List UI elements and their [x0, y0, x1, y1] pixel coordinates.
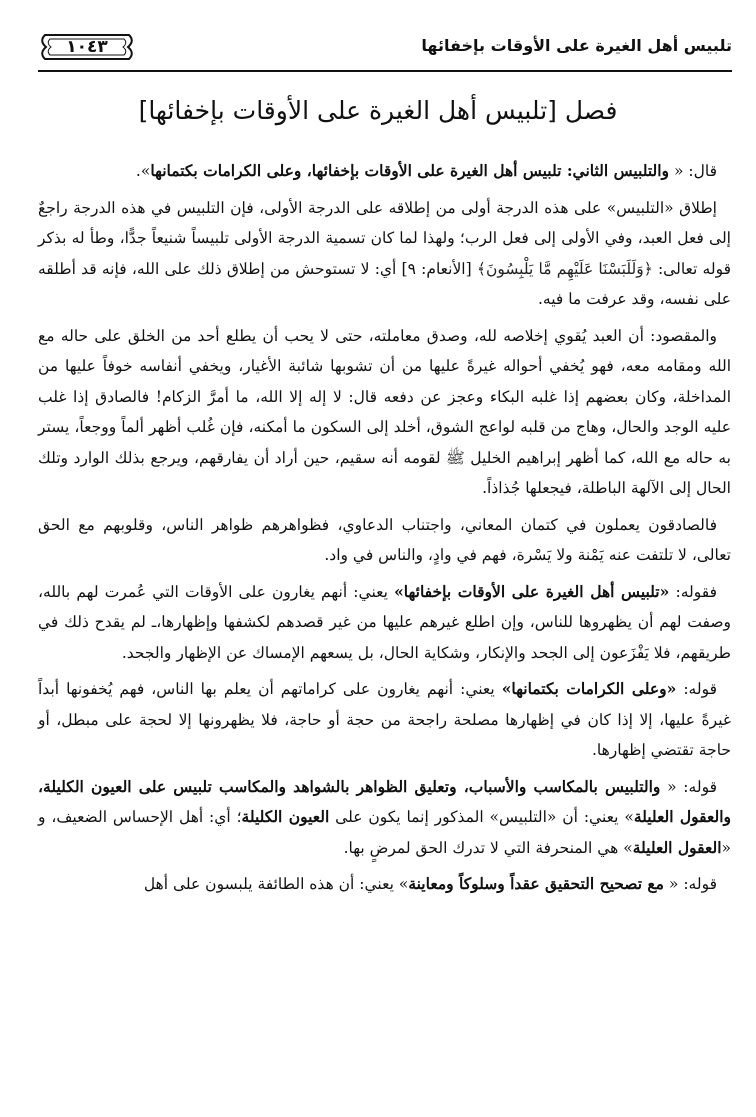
- paragraph: والمقصود: أن العبد يُقوي إخلاصه لله، وصدق معاملته، حتى لا يحب أن يطلع أحد من الخلق على حاله مع الله ومقامه معه، فهو يُخفي أحواله غيرةً عليها من أن تشوبها شائبة الأغيار، ويخفي أنفاسه خوفاً عليها من المداخلة، وكان بعضهم إذا غلبه البكاء وعجز عن دفعه قال: لا إله إلا الله، ما أمرَّ الزكام! فالصادق إذا غلب عليه الوجد والحال، وهاج من قلبه لواعج الشوق، أخلد إلى السكون ما أمكنه، فإن غُلب أظهر ألماً ووجعاً، يستر به حاله مع الله، كما أظهر إبراهيم الخليل ﷺ لقومه أنه سقيم، حين أراد أن يفارقهم، ويرجع بذلك الوارد وتلك الحال إلى الآلهة الباطلة، فيجعلها جُذاذاً.: [38, 326, 731, 497]
- paragraph: فالصادقون يعملون في كتمان المعاني، واجتناب الدعاوي، فظواهرهم ظواهر الناس، وقلوبهم مع الحق تعالى، لا تلتفت عنه يَمْنة ولا يَسْرة، فهم في وادٍ، والناس في واد.: [38, 515, 731, 564]
- paragraph: قال: « والتلبيس الثاني: تلبيس أهل الغيرة على الأوقات بإخفائها، وعلى الكرامات بكتمانها».: [135, 161, 717, 180]
- page-header: [38, 26, 732, 66]
- paragraph: قوله: « والتلبيس بالمكاسب والأسباب، وتعليق الظواهر بالشواهد والمكاسب تلبيس على العيون الكليلة، والعقول العليلة» يعني: أن «التلبيس» المذكور إنما يكون على العيون الكليلة؛ أي: أهل الإحساس الضعيف، و «العقول العليلة» هي المنحرفة التي لا تدرك الحق لمرضٍ بها.: [38, 776, 732, 857]
- section-heading: فصل [تلبيس أهل الغيرة على الأوقات بإخفائها]: [138, 96, 618, 125]
- paragraph: فقوله: «تلبيس أهل الغيرة على الأوقات بإخفائها» يعني: أنهم يغارون على الأوقات التي عُمرت لهم بالله، وصفت لهم أن يظهروها للناس، وإن اطلع غيرهم عليها من غير قصدهم لكشفها وإظهارها،ـ لم يقدح ذلك في طريقهم، فلا يَفْزَعون إلى الجحد والإنكار، وشكاية الحال، بل يسعهم الإمساك عن الإظهار والجحد.: [38, 581, 731, 662]
- quran-verse: ﴿وَلَلَبَسْنَا عَلَيْهِم مَّا يَلْبِسُونَ﴾: [476, 259, 653, 278]
- page-number-frame: [38, 32, 136, 62]
- body-text: [38, 156, 731, 906]
- paragraph: قوله: «وعلى الكرامات بكتمانها» يعني: أنهم يغارون على كراماتهم أن يعلم بها الناس، فهم يُخفونها أبداً غيرةً عليها، إلا إذا كان في إظهارها مصلحة راجحة من حجة أو حاجة، فلا يظهرونها إلا لحجة على مبطل، أو حاجة تقتضي إظهارها.: [38, 679, 731, 759]
- paragraph: قوله: « مع تصحيح التحقيق عقداً وسلوكاً ومعاينة» يعني: أن هذه الطائفة يلبسون على أهل: [143, 874, 717, 893]
- running-title: تلبيس أهل الغيرة على الأوقات بإخفائها: [421, 36, 732, 55]
- header-rule: [38, 70, 732, 72]
- paragraph: إطلاق «التلبيس» على هذه الدرجة أولى من إطلاقه على الدرجة الأولى، فإن التلبيس في هذه الدرجة راجعٌ إلى فعل العبد، وفي الأولى إلى فعل الرب؛ ولهذا لما كان تسمية الدرجة الأولى تلبيساً شنيعاً جدًّا، وطأ له بذكر قوله تعالى: ﴿وَلَلَبَسْنَا عَلَيْهِم مَّا يَلْبِسُونَ﴾ [الأنعام: ٩] أي: لا تستوحش من إطلاق ذلك على الله، فإنه قد أطلقه على نفسه، وقد عرفت ما فيه.: [38, 198, 731, 308]
- page-number: ١٠٤٣: [66, 37, 108, 57]
